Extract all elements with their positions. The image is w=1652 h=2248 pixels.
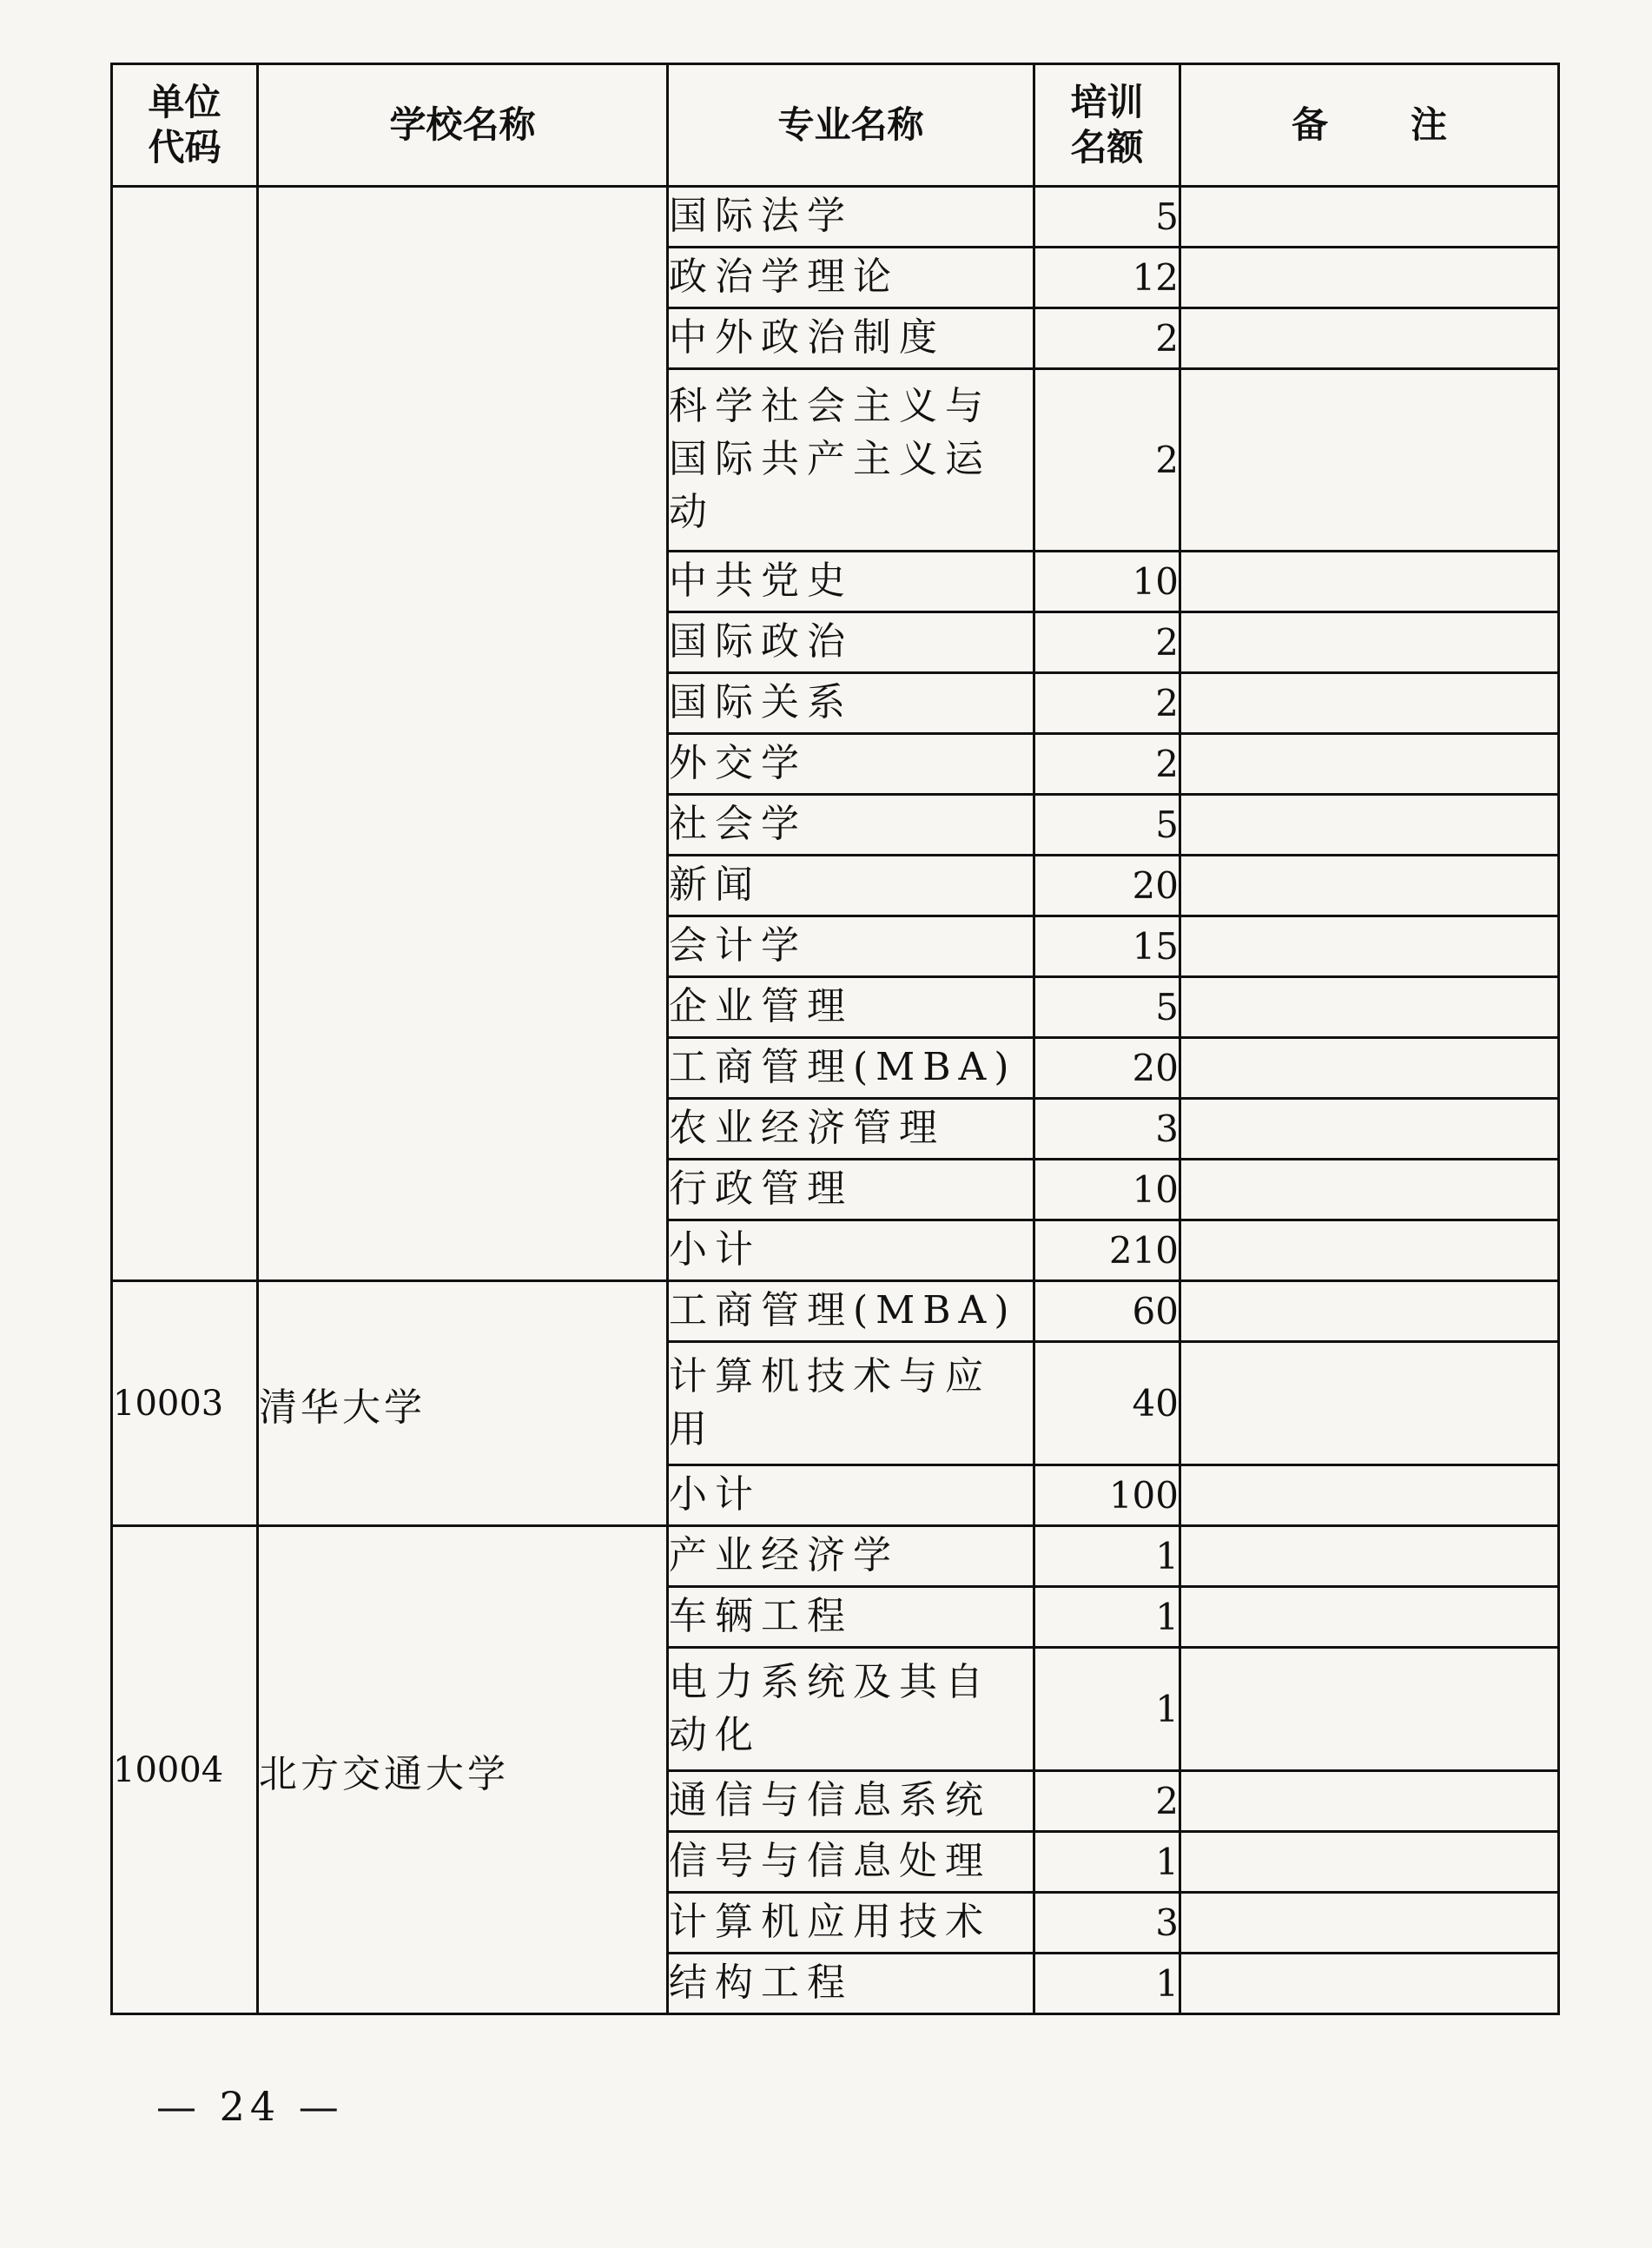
unit-code-cell: 10003 [112, 1281, 258, 1526]
remark-cell [1180, 795, 1559, 856]
header-remark [1180, 64, 1559, 187]
remark-cell [1180, 1038, 1559, 1099]
quota-cell: 2 [1034, 1771, 1180, 1832]
table-row [112, 1526, 1559, 1587]
quota-cell: 1 [1034, 1526, 1180, 1587]
quota-cell: 60 [1034, 1281, 1180, 1342]
remark-cell [1180, 369, 1559, 552]
quota-cell: 5 [1034, 187, 1180, 248]
major-name-cell: 社会学 [668, 795, 1034, 856]
quota-cell: 1 [1034, 1954, 1180, 2014]
remark-cell [1180, 1526, 1559, 1587]
major-name-cell: 电力系统及其自动化 [668, 1648, 1034, 1771]
remark-cell [1180, 916, 1559, 977]
remark-cell [1180, 1648, 1559, 1771]
remark-cell [1180, 1220, 1559, 1281]
quota-cell: 2 [1034, 734, 1180, 795]
page-number: — 24 — [156, 2083, 344, 2130]
remark-cell [1180, 187, 1559, 248]
header-school-name: 学校名称 [258, 64, 668, 187]
major-name-cell: 计算机应用技术 [668, 1893, 1034, 1954]
header-quota: 培训名额 [1034, 64, 1180, 187]
table-row [112, 187, 1559, 248]
remark-cell [1180, 977, 1559, 1038]
header-major-name: 专业名称 [668, 64, 1034, 187]
major-name-cell: 计算机技术与应用 [668, 1342, 1034, 1465]
major-name-cell: 小计 [668, 1220, 1034, 1281]
header-unit-code: 单位代码 [112, 64, 258, 187]
table-body [112, 187, 1559, 2014]
remark-cell [1180, 248, 1559, 308]
remark-cell [1180, 856, 1559, 916]
school-name-cell: 北方交通大学 [258, 1526, 668, 2014]
quota-cell: 1 [1034, 1648, 1180, 1771]
table-row [112, 1281, 1559, 1342]
major-name-cell: 通信与信息系统 [668, 1771, 1034, 1832]
quota-cell: 15 [1034, 916, 1180, 977]
major-name-cell: 产业经济学 [668, 1526, 1034, 1587]
quota-cell: 10 [1034, 552, 1180, 612]
remark-cell [1180, 1771, 1559, 1832]
remark-cell [1180, 1281, 1559, 1342]
quota-cell: 1 [1034, 1587, 1180, 1648]
major-name-cell: 行政管理 [668, 1160, 1034, 1220]
quota-cell: 40 [1034, 1342, 1180, 1465]
quota-cell: 20 [1034, 856, 1180, 916]
remark-cell [1180, 1099, 1559, 1160]
school-name-cell: 清华大学 [258, 1281, 668, 1526]
remark-cell [1180, 1954, 1559, 2014]
major-name-cell: 小计 [668, 1465, 1034, 1526]
major-name-cell: 结构工程 [668, 1954, 1034, 2014]
unit-code-cell: 10004 [112, 1526, 258, 2014]
major-name-cell: 外交学 [668, 734, 1034, 795]
major-name-cell: 中共党史 [668, 552, 1034, 612]
remark-cell [1180, 552, 1559, 612]
major-name-cell: 政治学理论 [668, 248, 1034, 308]
remark-cell [1180, 1160, 1559, 1220]
major-name-cell: 中外政治制度 [668, 308, 1034, 369]
unit-code-cell [112, 187, 258, 1281]
major-name-cell: 国际关系 [668, 673, 1034, 734]
major-name-cell: 企业管理 [668, 977, 1034, 1038]
major-name-cell: 会计学 [668, 916, 1034, 977]
quota-cell: 3 [1034, 1893, 1180, 1954]
quota-cell: 1 [1034, 1832, 1180, 1893]
major-name-cell: 工商管理(MBA) [668, 1038, 1034, 1099]
remark-cell [1180, 308, 1559, 369]
quota-cell: 2 [1034, 673, 1180, 734]
quota-cell: 10 [1034, 1160, 1180, 1220]
remark-cell [1180, 1587, 1559, 1648]
major-name-cell: 工商管理(MBA) [668, 1281, 1034, 1342]
major-name-cell: 国际政治 [668, 612, 1034, 673]
major-name-cell: 信号与信息处理 [668, 1832, 1034, 1893]
major-name-cell: 科学社会主义与国际共产主义运动 [668, 369, 1034, 552]
quota-cell: 20 [1034, 1038, 1180, 1099]
quota-cell: 100 [1034, 1465, 1180, 1526]
quota-cell: 210 [1034, 1220, 1180, 1281]
quota-cell: 2 [1034, 308, 1180, 369]
remark-cell [1180, 673, 1559, 734]
major-name-cell: 新闻 [668, 856, 1034, 916]
major-name-cell: 农业经济管理 [668, 1099, 1034, 1160]
training-quota-table [110, 63, 1560, 2015]
quota-cell: 5 [1034, 795, 1180, 856]
table-header [112, 64, 1559, 187]
remark-cell [1180, 1832, 1559, 1893]
major-name-cell: 国际法学 [668, 187, 1034, 248]
quota-cell: 5 [1034, 977, 1180, 1038]
quota-cell: 3 [1034, 1099, 1180, 1160]
remark-cell [1180, 1893, 1559, 1954]
quota-cell: 12 [1034, 248, 1180, 308]
quota-cell: 2 [1034, 612, 1180, 673]
header-remark-char-2: 注 [1411, 102, 1448, 146]
header-remark-char-1: 备 [1291, 102, 1328, 146]
remark-cell [1180, 612, 1559, 673]
school-name-cell [258, 187, 668, 1281]
remark-cell [1180, 1465, 1559, 1526]
remark-cell [1180, 734, 1559, 795]
quota-cell: 2 [1034, 369, 1180, 552]
major-name-cell: 车辆工程 [668, 1587, 1034, 1648]
header-row [112, 64, 1559, 187]
remark-cell [1180, 1342, 1559, 1465]
